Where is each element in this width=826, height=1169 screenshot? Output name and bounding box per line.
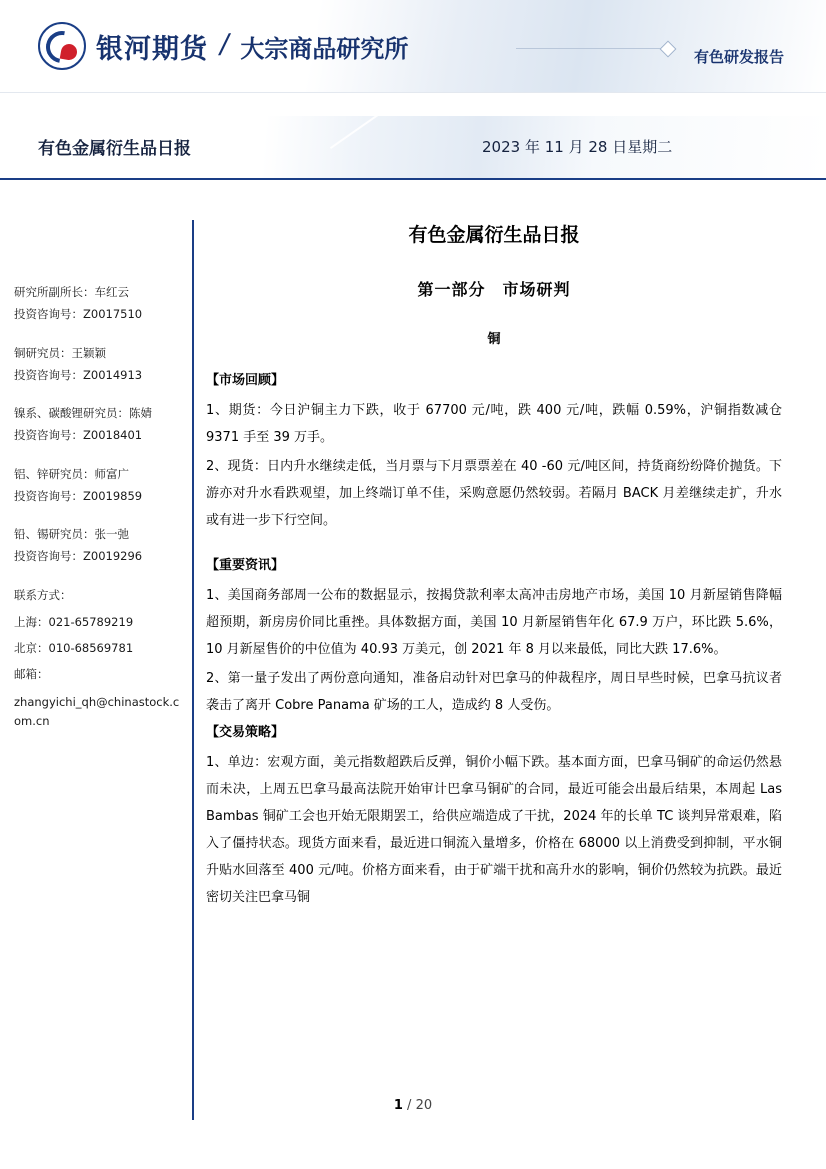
sidebar-analyst-info [14,284,186,753]
block-heading: 【交易策略】 [206,725,285,741]
analyst-name: 镍系、碳酸锂研究员：陈婧 [14,406,152,420]
analyst-name: 铜研究员：王颖颖 [14,345,106,360]
brand-block [38,22,408,70]
section-trading-strategy [206,721,782,911]
decorative-streak [330,113,380,149]
analyst-group [14,345,186,385]
page-footer [0,1098,826,1113]
contact-title: 联系方式： [14,587,72,602]
page-content [0,178,826,1108]
company-logo-icon [38,22,86,70]
report-category-label: 有色研发报告 [693,48,784,66]
vertical-divider [192,220,194,1120]
block-heading: 【重要资讯】 [206,558,285,574]
paragraph: 1、期货：今日沪铜主力下跌，收于 67700 元/吨，跌 400 元/吨，跌幅 0.59%，沪铜指数减仓 9371 手至 39 万手。 [206,403,782,446]
paragraph: 2、现货：日内升水继续走低，当月票与下月票票差在 40 -60 元/吨区间，持货商纷纷降价抛货。下游亦对升水看跌观望，加上终端订单不佳，采购意愿仍然较弱。若隔月 BACK 月差继续走扩，升水或有进一步下行空间。 [206,459,782,529]
analyst-license: 投资咨询号：Z0019859 [14,488,143,503]
page-header [0,0,826,93]
analyst-name: 研究所副所长：车红云 [14,285,129,299]
analyst-group [14,526,186,566]
title-band [0,116,826,180]
institute-name: 大宗商品研究所 [240,34,409,63]
paragraph: 1、美国商务部周一公布的数据显示，按揭贷款利率太高冲击房地产市场，美国 10 月新屋销售降幅超预期，新房房价同比重挫。具体数据方面，美国 10 月新屋销售年化 67.9 万户，环比跌 5.6%，10 月新屋售价的中位值为 40.93 万美元，创 2021 年 8 月以来最低，同比大跌 17.6%。 [206,588,782,658]
page-number: 1 [393,1098,403,1113]
analyst-name: 铅、锡研究员：张一弛 [14,527,129,541]
contact-shanghai: 上海：021-65789219 [14,614,134,629]
analyst-license: 投资咨询号：Z0019296 [14,549,143,564]
analyst-group [14,284,186,324]
paragraph: 1、单边：宏观方面，美元指数超跌后反弹，铜价小幅下跌。基本面方面，巴拿马铜矿的命运仍然悬而未决，上周五巴拿马最高法院开始审计巴拿马铜矿的合同，最近可能会出最后结果，本周起 Las Bambas 铜矿工会也开始无限期罢工，给供应端造成了干扰，2024 年的长单 TC 谈判异常艰难，陷入了僵持状态。现货方面来看，最近进口铜流入量增多，价格在 68000 以上消费受到抑制，平水铜升贴水回落至 400 元/吨。价格方面来看，由于矿端干扰和高升水的影响，铜价仍然较为抗跌。最近密切关注巴拿马铜 [206,755,782,906]
spacer [206,536,782,554]
contact-beijing: 北京：010-68569781 [14,641,134,655]
analyst-license: 投资咨询号：Z0017510 [14,307,143,322]
logo-divider: / [216,29,232,62]
email-label: 邮箱： [14,667,49,682]
block-heading: 【市场回顾】 [206,373,285,388]
header-rule [516,48,666,49]
report-title: 有色金属衍生品日报 [38,139,191,159]
analyst-group [14,466,186,506]
commodity-heading: 铜 [487,332,501,347]
part-heading: 第一部分 市场研判 [417,280,571,299]
page-separator: / [407,1098,412,1113]
analyst-group [14,405,186,445]
diamond-icon [660,41,677,58]
company-name: 银河期货 [96,33,208,65]
analyst-license: 投资咨询号：Z0018401 [14,428,143,443]
section-key-news [206,554,782,719]
section-market-review [206,369,782,534]
analyst-license: 投资咨询号：Z0014913 [14,367,143,382]
page-title: 有色金属衍生品日报 [408,224,580,246]
article-body [206,220,782,914]
report-date: 2023 年 11 月 28 日星期二 [482,138,673,156]
contact-block [14,587,186,732]
paragraph: 2、第一量子发出了两份意向通知，准备启动针对巴拿马的仲裁程序，周日早些时候，巴拿马抗议者袭击了离开 Cobre Panama 矿场的工人，造成约 8 人受伤。 [206,671,782,714]
analyst-name: 铝、锌研究员：师富广 [14,466,129,481]
page-total: 20 [415,1098,433,1113]
email-address[interactable]: zhangyichi_qh@chinastock.com.cn [14,694,180,729]
